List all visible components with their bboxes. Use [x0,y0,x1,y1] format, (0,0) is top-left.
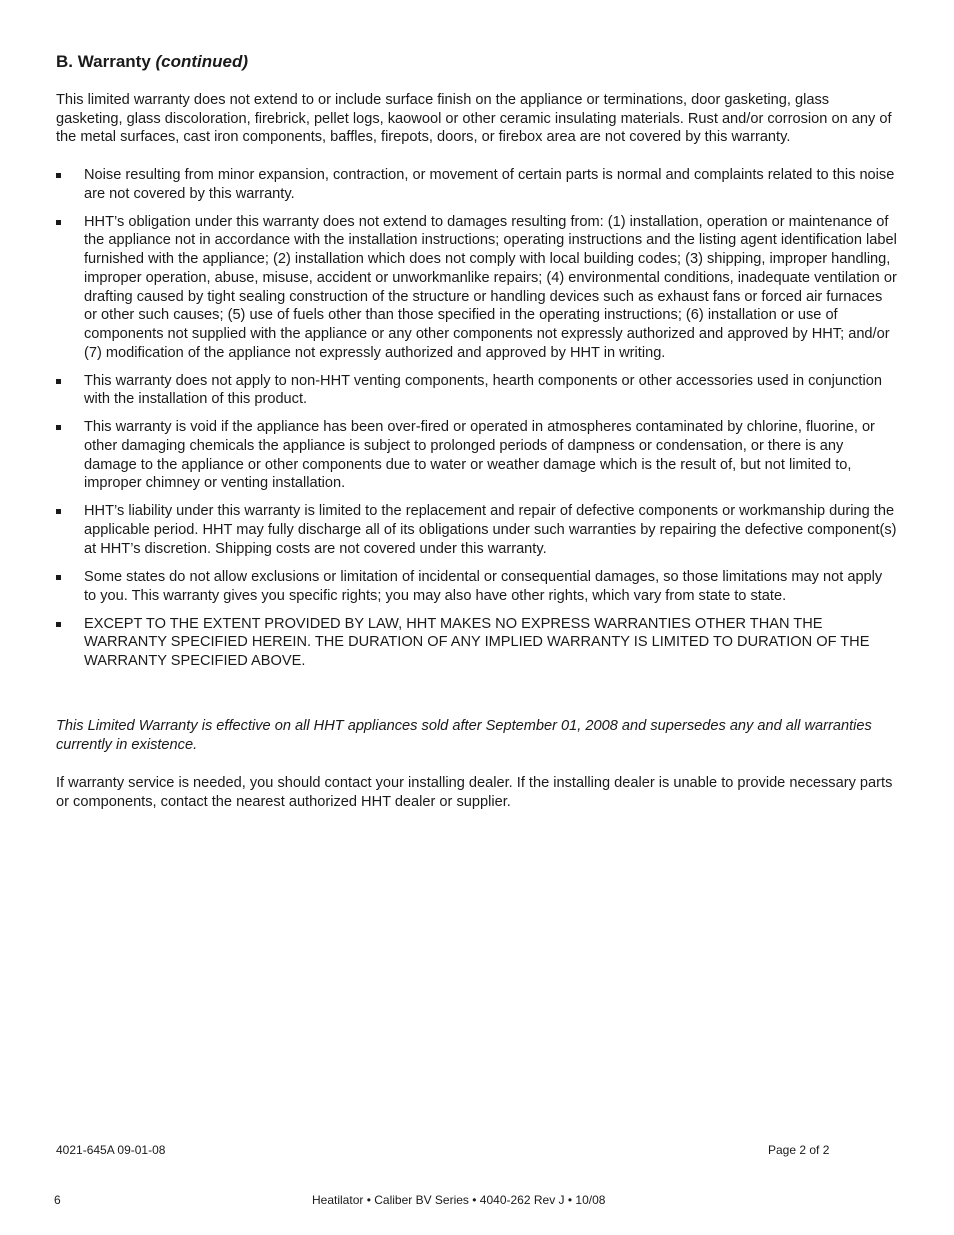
bullet-icon [56,379,61,384]
exclusions-list [56,166,898,680]
list-item [56,502,898,558]
bullet-icon [56,425,61,430]
list-item-text: This warranty does not apply to non-HHT venting components, hearth components or other accessories used in conjunction with the installation of this product. [84,372,882,408]
list-item [56,166,898,203]
series-footer: Heatilator • Caliber BV Series • 4040-262 Rev J • 10/08 [312,1193,606,1207]
bullet-icon [56,622,61,627]
list-item [56,418,898,493]
list-item [56,615,898,671]
list-item-text: HHT’s obligation under this warranty does not extend to damages resulting from: (1) installation, operation or maintenance of the appliance not in accordance with the installation instructions; operating instructions and the listing agent identification label furnished with the appliance; (2) installation which does not comply with local building codes; (3) shipping, improper handling, improper operation, abuse, misuse, accident or unworkmanlike repairs; (4) environmental conditions, inadequate ventilation or drafting caused by tight sealing construction of the structure or handling devices such as exhaust fans or forced air furnaces or other such causes; (5) use of fuels other than those specified in the operating instructions; (6) installation or use of components not supplied with the appliance or any other components not expressly authorized and approved by HHT; and/or (7) modification of the appliance not expressly authorized and approved by HHT in writing. [84,213,897,361]
list-item [56,372,898,409]
list-item-text: Some states do not allow exclusions or limitation of incidental or consequential damages, so those limitations may not apply to you. This warranty gives you specific rights; you may also have other rights, which vary from state to state. [84,568,883,604]
list-item-text: Noise resulting from minor expansion, contraction, or movement of certain parts is normal and complaints related to this noise are not covered by this warranty. [84,167,895,202]
document-number: 4021-645A 09-01-08 [56,1143,166,1157]
bullet-icon [56,173,61,178]
section-heading [56,52,248,72]
page-number: 6 [54,1193,61,1207]
service-contact-note: If warranty service is needed, you should contact your installing dealer. If the installing dealer is unable to provide necessary parts or components, contact the nearest authorized HHT dealer or supplier. [56,775,893,810]
section-title: B. Warranty [56,52,151,71]
bullet-icon [56,220,61,225]
page-count: Page 2 of 2 [768,1143,830,1157]
list-item-text: EXCEPT TO THE EXTENT PROVIDED BY LAW, HHT MAKES NO EXPRESS WARRANTIES OTHER THAN THE WARRANTY SPECIFIED HEREIN. THE DURATION OF ANY IMPLIED WARRANTY IS LIMITED TO DURATION OF THE WARRANTY SPECIFIED ABOVE. [84,615,870,669]
continued-label: (continued) [155,52,249,71]
list-item [56,568,898,605]
bullet-icon [56,575,61,580]
list-item [56,213,898,363]
list-item-text: HHT’s liability under this warranty is limited to the replacement and repair of defective components or workmanship during the applicable period. HHT may fully discharge all of its obligations under such warranties by repairing the defective component(s) at HHT’s discretion. Shipping costs are not covered under this warranty. [84,503,897,557]
list-item-text: This warranty is void if the appliance has been over-fired or operated in atmospheres contaminated by chlorine, fluorine, or other damaging chemicals the appliance is subject to prolonged periods of dampness or condensation, or there is any damage to the appliance or other components due to water or weather damage which is the result of, but not limited to, improper chimney or venting installation. [84,419,875,492]
effective-date-note: This Limited Warranty is effective on all HHT appliances sold after September 01, 2008 and supersedes any and all warranties currently in existence. [56,718,872,753]
bullet-icon [56,509,61,514]
intro-paragraph: This limited warranty does not extend to or include surface finish on the appliance or terminations, door gasketing, glass gasketing, glass discoloration, firebrick, pellet logs, kaowool or other ceramic insulating materials. Rust and/or corrosion on any of the metal surfaces, cast iron components, baffles, firepots, doors, or firebox area are not covered by this warranty. [56,92,892,146]
